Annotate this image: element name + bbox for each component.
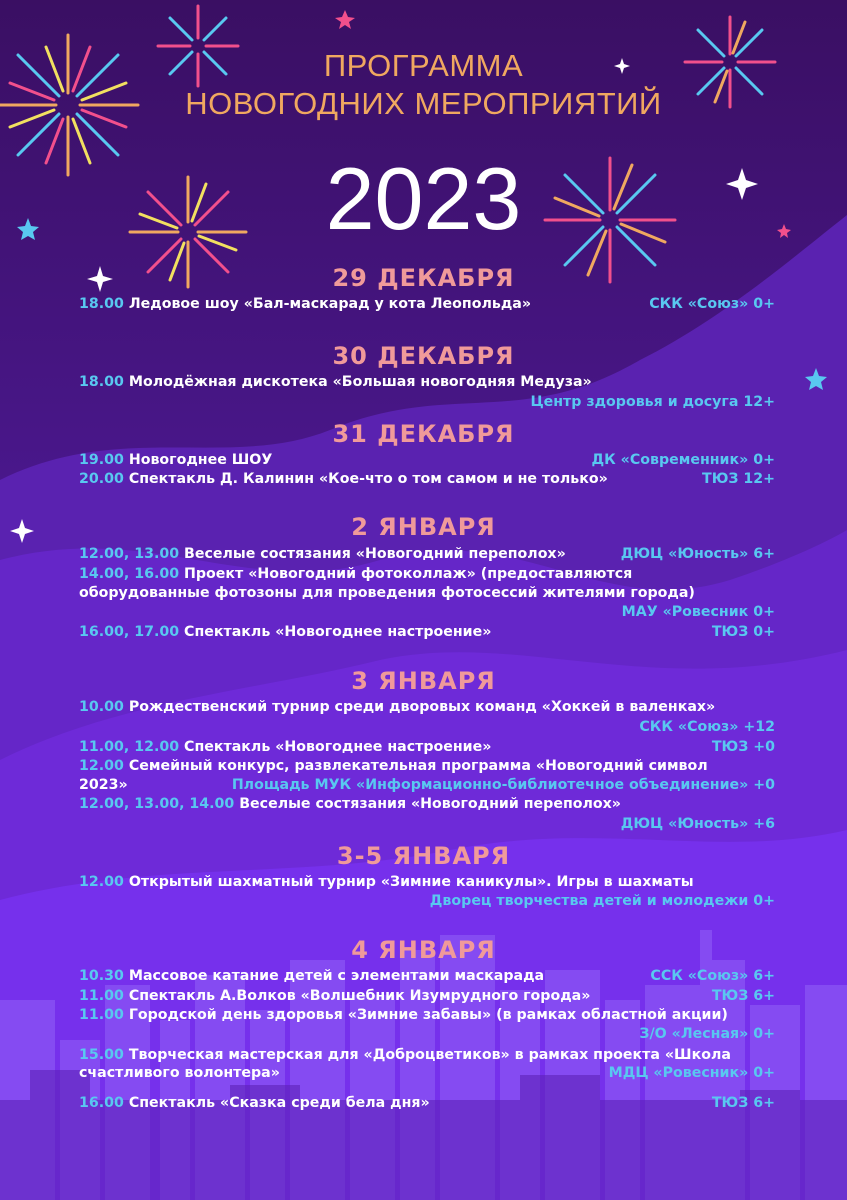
event-time: 11.00 <box>79 1007 124 1023</box>
event-title: Рождественский турнир среди дворовых команд «Хоккей в валенках» <box>123 699 716 715</box>
event-venue: ТЮЗ 0+ <box>711 624 775 640</box>
event-title: Массовое катание детей с элементами маскарада <box>123 968 545 984</box>
event-venue: ТЮЗ +0 <box>711 739 775 755</box>
event-title: Спектакль «Сказка среди бела дня» <box>123 1095 430 1111</box>
event-time: 10.00 <box>79 699 124 715</box>
event-line <box>79 1006 779 1024</box>
event-line <box>79 373 779 391</box>
event-title: Спектакль А.Волков «Волшебник Изумрудного города» <box>123 988 591 1004</box>
event-title: Городской день здоровья «Зимние забавы» (в рамках областной акции) <box>123 1007 728 1023</box>
event-venue: З/О «Лесная» 0+ <box>639 1026 775 1042</box>
event-time: 11.00, 12.00 <box>79 739 180 755</box>
event-time: 12.00 <box>79 758 124 774</box>
event-venue: СКК «Союз» 0+ <box>649 296 775 312</box>
event-title: Ледовое шоу «Бал-маскарад у кота Леопольда» <box>123 296 532 312</box>
event-title: Спектакль «Новогоднее настроение» <box>179 739 492 755</box>
event-time: 10.30 <box>79 968 124 984</box>
event-line <box>79 470 779 488</box>
event-line <box>79 1046 779 1064</box>
event-line <box>79 1094 779 1112</box>
event-title: Молодёжная дискотека «Большая новогодняя Медуза» <box>123 374 592 390</box>
event-title: Веселые состязания «Новогодний переполох» <box>234 796 621 812</box>
event-venue: СКК «Союз» +12 <box>639 719 775 735</box>
date-heading: 30 ДЕКАБРЯ <box>332 342 515 370</box>
event-time: 11.00 <box>79 988 124 1004</box>
event-venue: ДК «Современник» 0+ <box>591 452 775 468</box>
event-time: 12.00, 13.00 <box>79 546 180 562</box>
event-title: Спектакль «Новогоднее настроение» <box>179 624 492 640</box>
event-line <box>79 873 779 891</box>
title-line-2: НОВОГОДНИХ МЕРОПРИЯТИЙ <box>185 86 662 121</box>
event-venue: ТЮЗ 6+ <box>711 988 775 1004</box>
event-line <box>79 565 779 583</box>
event-title: счастливого волонтера» <box>79 1065 280 1081</box>
event-time: 19.00 <box>79 452 124 468</box>
event-time: 12.00 <box>79 874 124 890</box>
date-heading: 2 ЯНВАРЯ <box>351 513 496 541</box>
event-line <box>79 584 779 602</box>
event-line <box>79 795 779 813</box>
event-title: Семейный конкурс, развлекательная программа «Новогодний символ <box>123 758 708 774</box>
event-venue: Площадь МУК «Информационно-библиотечное объединение» +0 <box>231 777 775 793</box>
date-heading: 3 ЯНВАРЯ <box>351 667 496 695</box>
event-line <box>79 623 779 641</box>
title-line-1: ПРОГРАММА <box>323 48 524 83</box>
event-line <box>79 757 779 775</box>
event-title: Веселые состязания «Новогодний переполох» <box>179 546 566 562</box>
event-title: Творческая мастерская для «Доброцветиков» в рамках проекта «Школа <box>123 1047 731 1063</box>
event-venue: ДЮЦ «Юность» +6 <box>620 816 775 832</box>
date-heading: 4 ЯНВАРЯ <box>351 936 496 964</box>
event-time: 12.00, 13.00, 14.00 <box>79 796 235 812</box>
event-title: 2023» <box>79 777 128 793</box>
event-venue: ДЮЦ «Юность» 6+ <box>620 546 775 562</box>
date-heading: 3-5 ЯНВАРЯ <box>336 842 511 870</box>
event-venue: ТЮЗ 6+ <box>711 1095 775 1111</box>
event-time: 14.00, 16.00 <box>79 566 180 582</box>
event-title: оборудованные фотозоны для проведения фотосессий жителями города) <box>79 585 695 601</box>
event-line <box>79 738 779 756</box>
event-title: Спектакль Д. Калинин «Кое-что о том самом и не только» <box>123 471 608 487</box>
event-title: Проект «Новогодний фотоколлаж» (предоставляются <box>179 566 633 582</box>
event-venue: ССК «Союз» 6+ <box>650 968 775 984</box>
date-heading: 29 ДЕКАБРЯ <box>332 264 515 292</box>
event-venue: МДЦ «Ровесник» 0+ <box>608 1065 775 1081</box>
event-time: 18.00 <box>79 296 124 312</box>
event-time: 16.00, 17.00 <box>79 624 180 640</box>
date-heading: 31 ДЕКАБРЯ <box>332 420 515 448</box>
event-line <box>79 698 779 716</box>
event-time: 20.00 <box>79 471 124 487</box>
event-venue: ТЮЗ 12+ <box>702 471 775 487</box>
event-venue: Центр здоровья и досуга 12+ <box>530 394 775 410</box>
event-title: Открытый шахматный турнир «Зимние каникулы». Игры в шахматы <box>123 874 694 890</box>
year-heading: 2023 <box>325 149 522 248</box>
event-venue: Дворец творчества детей и молодежи 0+ <box>429 893 775 909</box>
event-venue: МАУ «Ровесник 0+ <box>621 604 775 620</box>
event-time: 16.00 <box>79 1095 124 1111</box>
event-title: Новогоднее ШОУ <box>123 452 273 468</box>
event-line <box>79 987 779 1005</box>
event-time: 15.00 <box>79 1047 124 1063</box>
event-time: 18.00 <box>79 374 124 390</box>
